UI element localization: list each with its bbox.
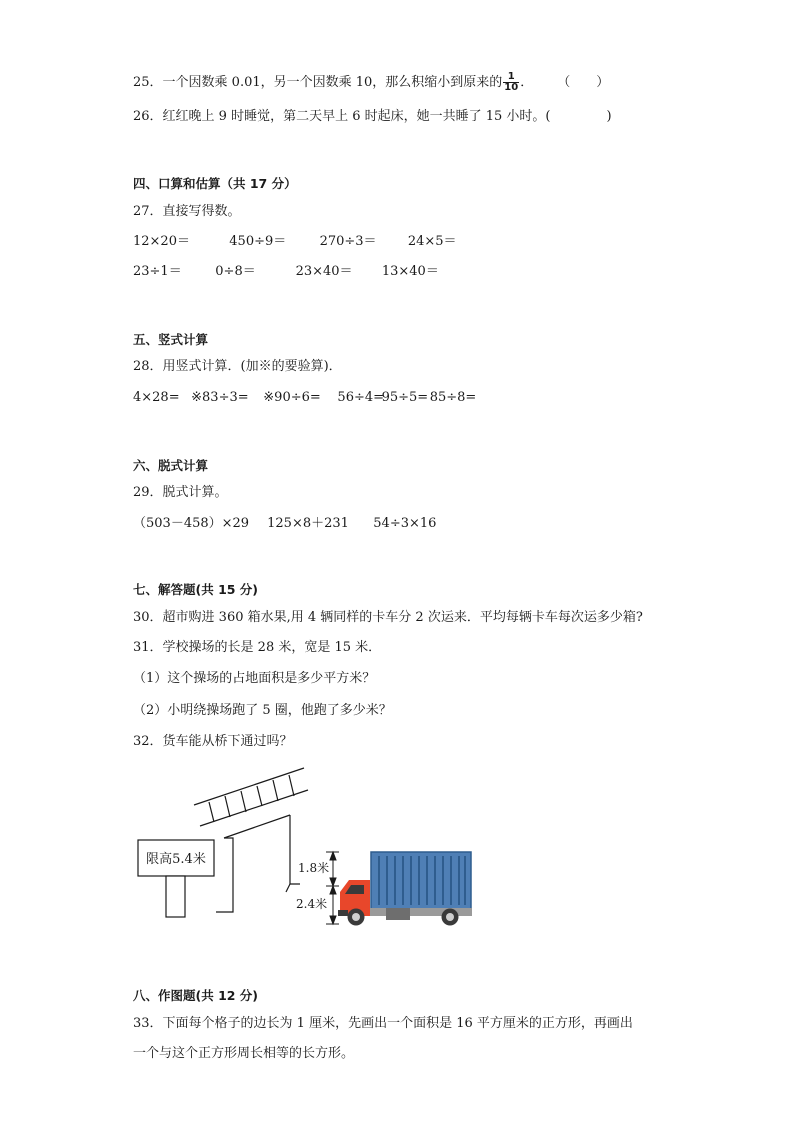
question-27: 27．直接写得数。 [133, 204, 241, 219]
bridge-railing [194, 768, 308, 826]
bridge-truck-figure [0, 760, 794, 1000]
question-33-line-2: 一个与这个正方形周长相等的长方形。 [133, 1046, 355, 1061]
front-bumper [338, 910, 348, 916]
question-31: 31．学校操场的长是 28 米，宽是 15 米． [133, 640, 382, 655]
section-6-title: 六、脱式计算 [133, 458, 209, 473]
calc-item: 56÷4= [337, 390, 385, 405]
question-25-tail: ． [520, 75, 534, 90]
calc-item: 24×5＝ [407, 234, 457, 249]
calc-item: ※90÷6= [263, 390, 321, 405]
height-limit-sign [138, 840, 214, 917]
arrow-up-icon [330, 852, 336, 860]
calc-item: 85÷8= [429, 390, 477, 405]
calc-item: 0÷8＝ [215, 264, 256, 279]
question-25-text: 25．一个因数乘 0.01，另一个因数乘 10，那么积缩小到原来的 [133, 75, 503, 90]
question-31-part-2: （2）小明绕操场跑了 5 圈，他跑了多少米？ [133, 703, 392, 718]
dimension-top-label: 1.8米 [298, 861, 330, 875]
question-31-part-1: （1）这个操场的占地面积是多少平方米？ [133, 671, 376, 686]
question-29: 29．脱式计算。 [133, 485, 228, 500]
section-4-title: 四、口算和估算（共 17 分） [133, 176, 297, 191]
question-25 [133, 72, 609, 93]
question-33-line-1: 33．下面每个格子的边长为 1 厘米，先画出一个面积是 16 平方厘米的正方形，再画出 [133, 1016, 633, 1031]
question-26-text: 26．红红晚上 9 时睡觉，第二天早上 6 时起床，她一共睡了 15 小时。( [133, 109, 551, 124]
fraction-denominator: 10 [504, 82, 519, 93]
dimension-bottom-label: 2.4米 [296, 897, 328, 911]
question-32: 32．货车能从桥下通过吗？ [133, 734, 293, 749]
calc-item: 54÷3×16 [373, 516, 437, 531]
q29-row [133, 514, 453, 534]
section-8-title: 八、作图题(共 12 分) [133, 988, 259, 1003]
q28-row [133, 388, 477, 408]
bridge-structure [216, 815, 300, 912]
question-26-tail: ) [606, 109, 612, 124]
calc-item: 4×28= [133, 390, 180, 405]
section-5-title: 五、竖式计算 [133, 332, 209, 347]
q27-row-1 [133, 232, 468, 252]
q27-row-2 [133, 262, 442, 282]
arrow-up-icon [330, 886, 336, 894]
sign-label: 限高5.4米 [146, 852, 206, 867]
question-26 [133, 107, 612, 127]
calc-item: 95÷5= [381, 390, 429, 405]
calc-item: 12×20＝ [133, 234, 190, 249]
calc-item: ※83÷3= [191, 390, 249, 405]
calc-item: 125×8＋231 [267, 516, 349, 531]
calc-item: 13×40＝ [381, 264, 439, 279]
calc-item: 450÷9＝ [229, 234, 287, 249]
arrow-down-icon [330, 916, 336, 924]
question-30: 30．超市购进 360 箱水果,用 4 辆同样的卡车分 2 次运来．平均每辆卡车每次运多少箱? [133, 610, 643, 625]
truck [338, 852, 472, 926]
calc-item: 270÷3＝ [319, 234, 377, 249]
answer-blank: （ ） [557, 75, 610, 90]
fraction-one-tenth [503, 72, 519, 93]
section-7-title: 七、解答题(共 15 分) [133, 582, 259, 597]
calc-item: 23÷1＝ [133, 264, 182, 279]
fuel-tank [386, 908, 410, 920]
question-28: 28．用竖式计算．(加※的要验算)． [133, 359, 342, 374]
calc-item: 23×40＝ [295, 264, 353, 279]
calc-item: （503－458）×29 [133, 516, 250, 531]
fraction-numerator: 1 [503, 72, 519, 83]
